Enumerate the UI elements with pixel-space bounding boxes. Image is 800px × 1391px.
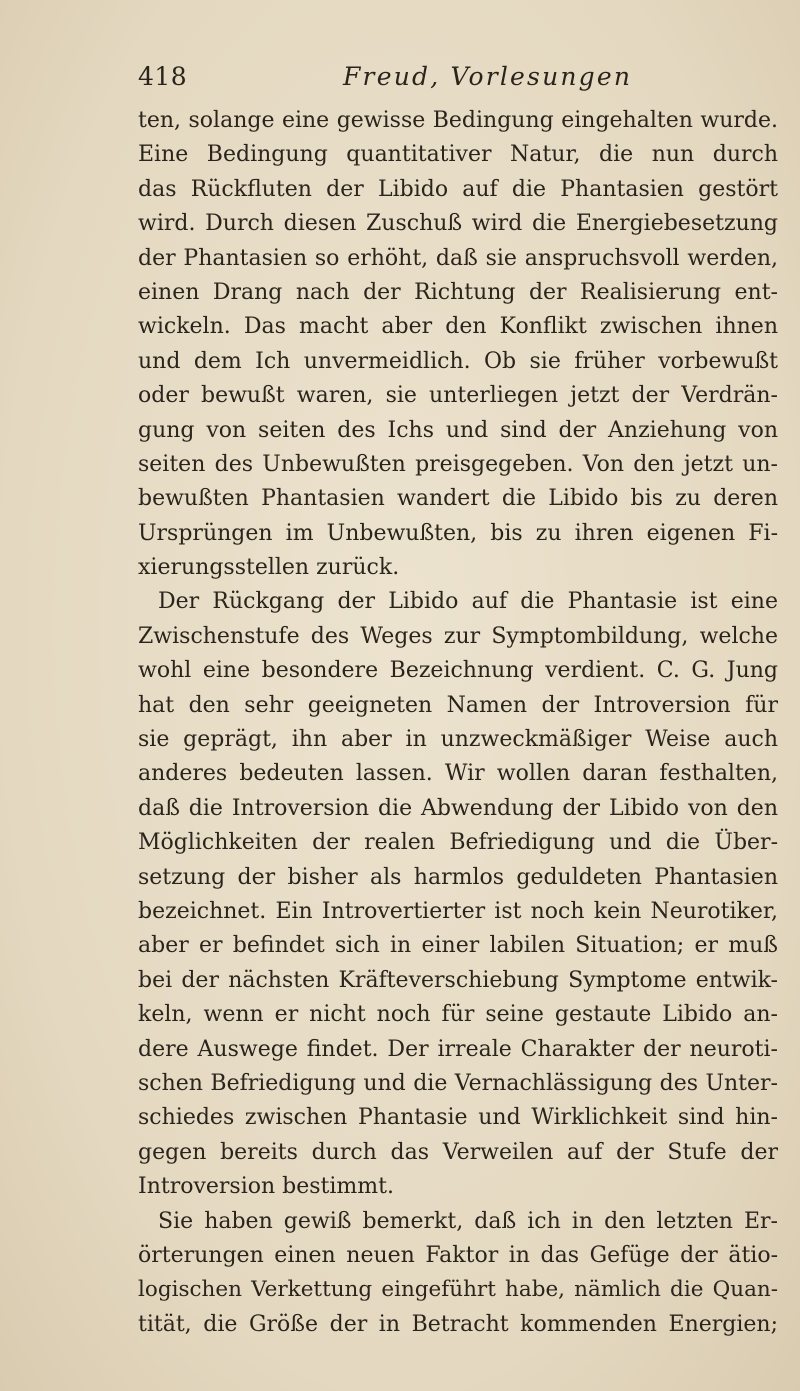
text-line: dere Auswege findet. Der irreale Charakter der neuroti- — [138, 1036, 778, 1062]
text-line: schiedes zwischen Phantasie und Wirklichkeit sind hin- — [138, 1105, 778, 1131]
text-line: bezeichnet. Ein Introvertierter ist noch kein Neurotiker, — [138, 898, 778, 924]
text-line: und dem Ich unvermeidlich. Ob sie früher vorbewußt — [138, 348, 778, 374]
text-line: schen Befriedigung und die Vernachlässigung des Unter- — [138, 1070, 778, 1096]
text-line: gegen bereits durch das Verweilen auf der Stufe der — [138, 1139, 778, 1165]
text-line: aber er befindet sich in einer labilen Situation; er muß — [138, 933, 778, 959]
page-header — [138, 62, 778, 96]
text-line: Der Rückgang der Libido auf die Phantasie ist eine — [158, 589, 778, 615]
text-line: das Rückfluten der Libido auf die Phantasien gestört — [138, 176, 778, 202]
text-line: Sie haben gewiß bemerkt, daß ich in den letzten Er- — [158, 1208, 778, 1234]
text-line: wickeln. Das macht aber den Konflikt zwischen ihnen — [138, 314, 778, 340]
text-line: oder bewußt waren, sie unterliegen jetzt der Verdrän- — [138, 383, 778, 409]
text-line: ten, solange eine gewisse Bedingung eingehalten wurde. — [138, 108, 778, 133]
text-line: wird. Durch diesen Zuschuß wird die Energiebesetzung — [138, 211, 778, 237]
text-line: tität, die Größe der in Betracht kommenden Energien; — [138, 1311, 778, 1337]
text-line: wohl eine besondere Bezeichnung verdient. C. G. Jung — [138, 658, 778, 684]
text-line: bei der nächsten Kräfteverschiebung Symptome entwik- — [138, 967, 778, 993]
text-line: keln, wenn er nicht noch für seine gestaute Libido an- — [138, 1002, 778, 1028]
text-line: Eine Bedingung quantitativer Natur, die nun durch — [138, 142, 778, 168]
text-line: einen Drang nach der Richtung der Realisierung ent- — [138, 279, 778, 305]
text-line: daß die Introversion die Abwendung der Libido von den — [138, 795, 778, 821]
text-line: der Phantasien so erhöht, daß sie anspruchsvoll werden, — [138, 245, 778, 271]
text-line: anderes bedeuten lassen. Wir wollen daran festhalten, — [138, 761, 778, 787]
page-number: 418 — [138, 62, 188, 91]
text-line: xierungsstellen zurück. — [138, 555, 400, 581]
text-line: hat den sehr geeigneten Namen der Introversion für — [138, 692, 778, 718]
text-line: bewußten Phantasien wandert die Libido bis zu deren — [138, 486, 778, 512]
text-line: Zwischenstufe des Weges zur Symptombildung, welche — [138, 623, 778, 649]
text-line: seiten des Unbewußten preisgegeben. Von den jetzt un- — [138, 451, 778, 477]
text-line: gung von seiten des Ichs und sind der Anziehung von — [138, 417, 778, 443]
text-line: Möglichkeiten der realen Befriedigung und die Über- — [138, 830, 778, 856]
text-line: Ursprüngen im Unbewußten, bis zu ihren eigenen Fi- — [138, 520, 778, 546]
text-line: Introversion bestimmt. — [138, 1174, 394, 1200]
text-line: setzung der bisher als harmlos geduldeten Phantasien — [138, 864, 778, 890]
text-line: sie geprägt, ihn aber in unzweckmäßiger Weise auch — [138, 727, 778, 753]
body-text — [138, 104, 778, 1342]
text-line: örterungen einen neuen Faktor in das Gefüge der ätio- — [138, 1242, 778, 1268]
text-line: logischen Verkettung eingeführt habe, nämlich die Quan- — [138, 1277, 778, 1303]
running-title: Freud, Vorlesungen — [343, 62, 633, 91]
